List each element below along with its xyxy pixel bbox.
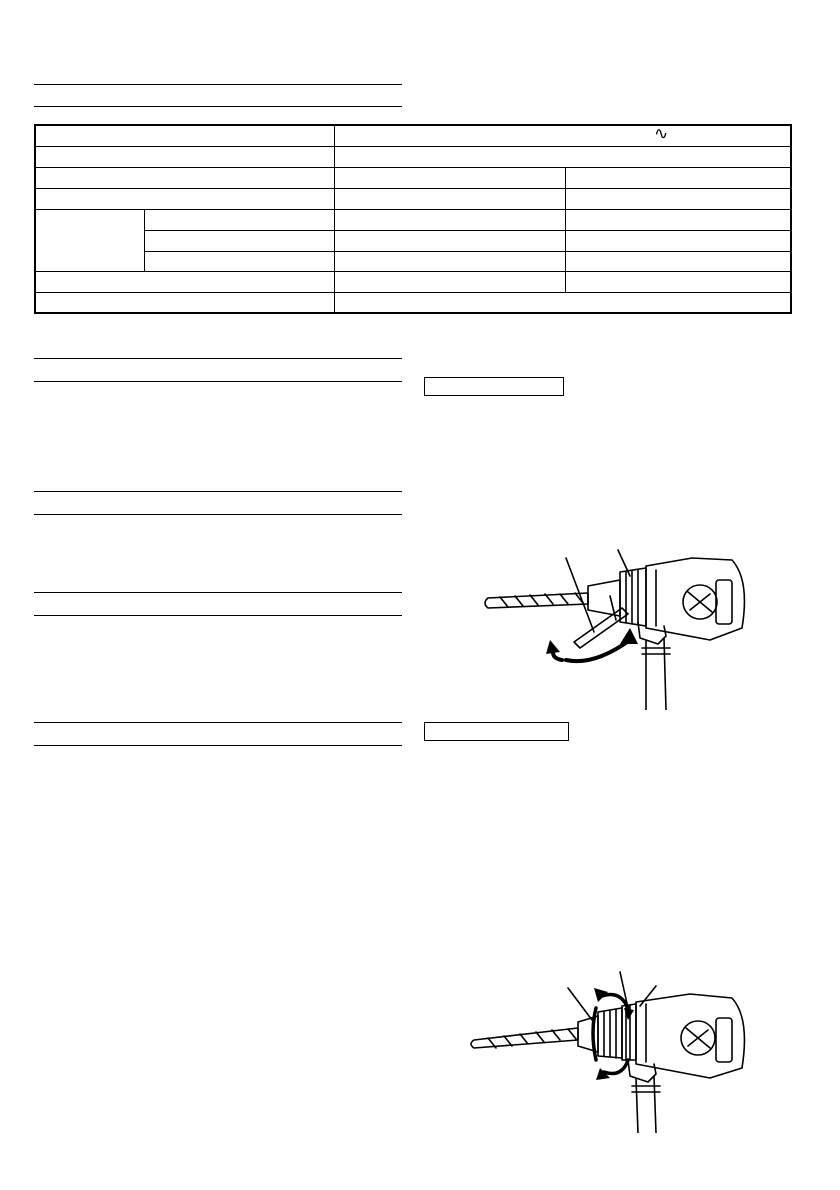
section-rule-1-top	[34, 358, 402, 359]
table-row-line	[36, 292, 790, 293]
table-row-line	[36, 209, 790, 210]
section-rule-4-bottom	[34, 745, 402, 746]
drill-with-keyless-chuck-icon	[470, 968, 770, 1133]
table-divider-main	[334, 126, 335, 312]
section-rule-2-bottom	[34, 514, 402, 515]
table-row-line	[36, 271, 790, 272]
table-row-line	[144, 251, 790, 252]
header-rule-bottom	[34, 106, 402, 107]
table-row-line	[144, 230, 790, 231]
header-rule-top	[34, 84, 402, 85]
figure-2-label	[424, 722, 569, 741]
section-rule-1-bottom	[34, 381, 402, 382]
table-row-line	[36, 188, 790, 189]
table-divider-group	[144, 209, 145, 271]
drill-with-chuck-key-icon	[470, 540, 770, 710]
ac-supply-symbol: ∿	[654, 124, 669, 143]
table-row-line	[36, 167, 790, 168]
figure-1-label	[424, 377, 564, 396]
section-rule-4-top	[34, 722, 402, 723]
section-rule-3-top	[34, 592, 402, 593]
table-row-line	[36, 146, 790, 147]
section-rule-3-bottom	[34, 615, 402, 616]
section-rule-2-top	[34, 491, 402, 492]
specifications-table	[34, 124, 792, 314]
